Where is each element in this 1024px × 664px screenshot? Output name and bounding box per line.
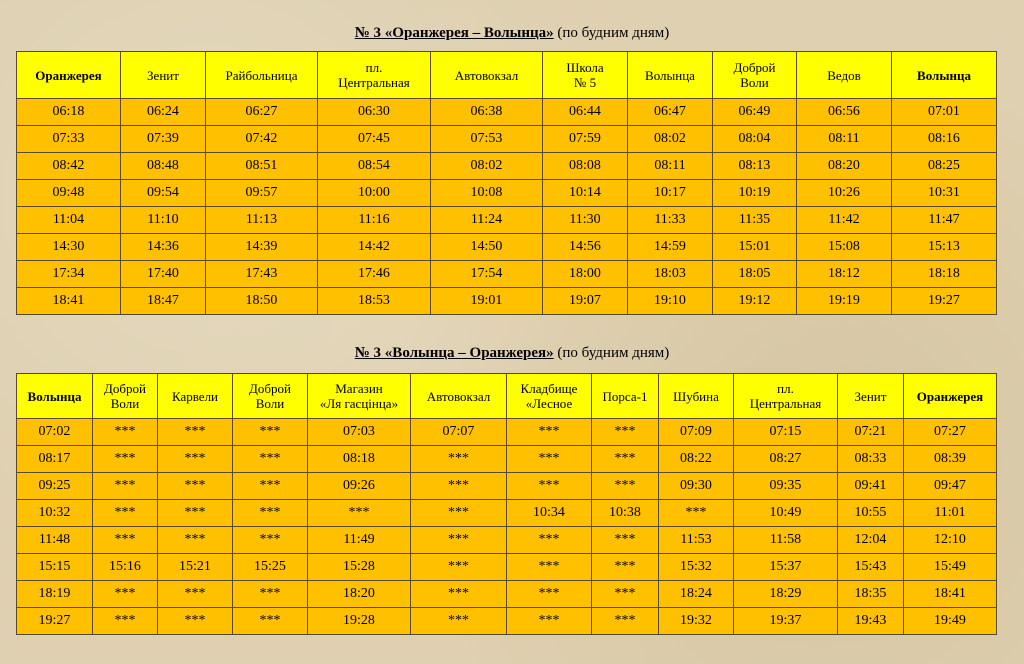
time-cell: 08:22 (659, 446, 734, 473)
table-row (17, 180, 997, 207)
time-cell: 08:02 (628, 126, 713, 153)
time-cell: 07:21 (838, 419, 904, 446)
schedule1-title (0, 24, 1024, 42)
time-cell: 09:48 (17, 180, 121, 207)
time-cell: 18:03 (628, 261, 713, 288)
table-row (17, 207, 997, 234)
time-cell: 09:41 (838, 473, 904, 500)
header-cell: Оранжерея (17, 52, 121, 99)
header-cell: Порса-1 (592, 374, 659, 419)
time-cell: 14:30 (17, 234, 121, 261)
time-cell: 07:15 (734, 419, 838, 446)
time-cell: *** (93, 527, 158, 554)
schedule1-header-row (17, 52, 997, 99)
schedule2-header-row (17, 374, 997, 419)
time-cell: 06:24 (121, 99, 206, 126)
time-cell: 18:20 (308, 581, 411, 608)
header-cell: пл. Центральная (734, 374, 838, 419)
table-row (17, 419, 997, 446)
time-cell: 15:13 (892, 234, 997, 261)
time-cell: 18:41 (17, 288, 121, 315)
time-cell: 17:54 (431, 261, 543, 288)
time-cell: 15:01 (713, 234, 797, 261)
time-cell: 09:30 (659, 473, 734, 500)
time-cell: 11:33 (628, 207, 713, 234)
time-cell: 07:01 (892, 99, 997, 126)
time-cell: 11:04 (17, 207, 121, 234)
time-cell: 17:34 (17, 261, 121, 288)
time-cell: 09:54 (121, 180, 206, 207)
header-cell: Кладбище «Лесное (507, 374, 592, 419)
time-cell: 07:39 (121, 126, 206, 153)
time-cell: 17:40 (121, 261, 206, 288)
table-row (17, 608, 997, 635)
time-cell: 08:16 (892, 126, 997, 153)
time-cell: 08:17 (17, 446, 93, 473)
time-cell: 15:32 (659, 554, 734, 581)
table-row (17, 446, 997, 473)
time-cell: 08:08 (543, 153, 628, 180)
table-row (17, 153, 997, 180)
header-cell: Волынца (628, 52, 713, 99)
schedule2-route: № 3 «Волынца – Оранжерея» (354, 345, 554, 361)
time-cell: 08:42 (17, 153, 121, 180)
time-cell: 18:12 (797, 261, 892, 288)
time-cell: 14:36 (121, 234, 206, 261)
time-cell: 17:46 (318, 261, 431, 288)
header-cell: Карвели (158, 374, 233, 419)
time-cell: 18:18 (892, 261, 997, 288)
time-cell: *** (507, 554, 592, 581)
header-cell: Зенит (121, 52, 206, 99)
schedule2-title (0, 344, 1024, 362)
time-cell: 08:39 (904, 446, 997, 473)
schedule1-table (16, 51, 997, 315)
table-row (17, 261, 997, 288)
time-cell: *** (507, 608, 592, 635)
time-cell: 15:49 (904, 554, 997, 581)
time-cell: 08:11 (797, 126, 892, 153)
time-cell: 19:49 (904, 608, 997, 635)
time-cell: 14:50 (431, 234, 543, 261)
time-cell: *** (158, 608, 233, 635)
time-cell: 06:44 (543, 99, 628, 126)
time-cell: 11:58 (734, 527, 838, 554)
table-row (17, 234, 997, 261)
time-cell: 10:17 (628, 180, 713, 207)
time-cell: 08:11 (628, 153, 713, 180)
time-cell: *** (233, 608, 308, 635)
time-cell: 08:25 (892, 153, 997, 180)
time-cell: 19:43 (838, 608, 904, 635)
time-cell: 08:54 (318, 153, 431, 180)
time-cell: *** (411, 581, 507, 608)
time-cell: 07:59 (543, 126, 628, 153)
time-cell: 18:05 (713, 261, 797, 288)
time-cell: *** (411, 527, 507, 554)
time-cell: *** (233, 500, 308, 527)
time-cell: 08:33 (838, 446, 904, 473)
time-cell: 11:49 (308, 527, 411, 554)
time-cell: 18:50 (206, 288, 318, 315)
header-cell: Доброй Воли (233, 374, 308, 419)
time-cell: 11:13 (206, 207, 318, 234)
header-cell: Райбольница (206, 52, 318, 99)
time-cell: 11:01 (904, 500, 997, 527)
schedule2-table (16, 373, 997, 635)
time-cell: *** (507, 527, 592, 554)
header-cell: Шубина (659, 374, 734, 419)
time-cell: 07:09 (659, 419, 734, 446)
time-cell: *** (233, 419, 308, 446)
time-cell: 07:02 (17, 419, 93, 446)
time-cell: *** (233, 527, 308, 554)
header-cell: Доброй Воли (713, 52, 797, 99)
time-cell: *** (507, 419, 592, 446)
time-cell: *** (411, 554, 507, 581)
time-cell: *** (507, 473, 592, 500)
time-cell: 08:20 (797, 153, 892, 180)
time-cell: *** (507, 581, 592, 608)
time-cell: 15:37 (734, 554, 838, 581)
time-cell: *** (411, 500, 507, 527)
time-cell: 10:49 (734, 500, 838, 527)
time-cell: 10:32 (17, 500, 93, 527)
time-cell: 19:19 (797, 288, 892, 315)
time-cell: *** (158, 581, 233, 608)
time-cell: 11:53 (659, 527, 734, 554)
header-cell: Волынца (892, 52, 997, 99)
time-cell: *** (158, 527, 233, 554)
header-cell: Автовокзал (431, 52, 543, 99)
time-cell: 09:26 (308, 473, 411, 500)
time-cell: *** (158, 419, 233, 446)
time-cell: *** (592, 446, 659, 473)
time-cell: 10:34 (507, 500, 592, 527)
time-cell: 11:10 (121, 207, 206, 234)
time-cell: 15:16 (93, 554, 158, 581)
schedule1-route: № 3 «Оранжерея – Волынца» (354, 25, 554, 41)
time-cell: *** (411, 473, 507, 500)
time-cell: 08:18 (308, 446, 411, 473)
time-cell: *** (592, 581, 659, 608)
time-cell: 08:13 (713, 153, 797, 180)
time-cell: 18:19 (17, 581, 93, 608)
time-cell: 18:41 (904, 581, 997, 608)
time-cell: 06:56 (797, 99, 892, 126)
schedule1-note: (по будним дням) (557, 25, 670, 41)
time-cell: *** (93, 500, 158, 527)
time-cell: 08:04 (713, 126, 797, 153)
time-cell: *** (93, 419, 158, 446)
header-cell: Оранжерея (904, 374, 997, 419)
time-cell: *** (592, 608, 659, 635)
table-row (17, 500, 997, 527)
time-cell: *** (93, 581, 158, 608)
time-cell: 11:16 (318, 207, 431, 234)
time-cell: 11:47 (892, 207, 997, 234)
time-cell: 07:53 (431, 126, 543, 153)
time-cell: 09:57 (206, 180, 318, 207)
time-cell: 11:35 (713, 207, 797, 234)
header-cell: Школа № 5 (543, 52, 628, 99)
time-cell: 10:55 (838, 500, 904, 527)
time-cell: 15:43 (838, 554, 904, 581)
time-cell: 06:27 (206, 99, 318, 126)
time-cell: 18:53 (318, 288, 431, 315)
time-cell: 19:01 (431, 288, 543, 315)
time-cell: 08:48 (121, 153, 206, 180)
time-cell: 15:21 (158, 554, 233, 581)
time-cell: 10:38 (592, 500, 659, 527)
time-cell: 15:25 (233, 554, 308, 581)
time-cell: 11:24 (431, 207, 543, 234)
time-cell: 11:42 (797, 207, 892, 234)
time-cell: 10:26 (797, 180, 892, 207)
table-row (17, 473, 997, 500)
time-cell: 19:37 (734, 608, 838, 635)
header-cell: Доброй Воли (93, 374, 158, 419)
time-cell: 17:43 (206, 261, 318, 288)
time-cell: 11:48 (17, 527, 93, 554)
time-cell: 19:27 (17, 608, 93, 635)
time-cell: *** (158, 446, 233, 473)
time-cell: 10:00 (318, 180, 431, 207)
time-cell: 08:02 (431, 153, 543, 180)
time-cell: *** (93, 608, 158, 635)
time-cell: 10:31 (892, 180, 997, 207)
time-cell: 15:28 (308, 554, 411, 581)
header-cell: пл. Центральная (318, 52, 431, 99)
time-cell: 06:30 (318, 99, 431, 126)
header-cell: Магазин «Ля гасцінца» (308, 374, 411, 419)
table-row (17, 527, 997, 554)
table-row (17, 554, 997, 581)
time-cell: *** (233, 473, 308, 500)
time-cell: 07:33 (17, 126, 121, 153)
time-cell: *** (592, 419, 659, 446)
time-cell: 19:32 (659, 608, 734, 635)
time-cell: 07:42 (206, 126, 318, 153)
time-cell: 15:15 (17, 554, 93, 581)
time-cell: 19:07 (543, 288, 628, 315)
time-cell: *** (592, 554, 659, 581)
time-cell: 12:04 (838, 527, 904, 554)
time-cell: *** (308, 500, 411, 527)
time-cell: *** (411, 608, 507, 635)
time-cell: 09:25 (17, 473, 93, 500)
time-cell: 14:56 (543, 234, 628, 261)
table-row (17, 126, 997, 153)
header-cell: Волынца (17, 374, 93, 419)
table-row (17, 581, 997, 608)
time-cell: *** (233, 446, 308, 473)
time-cell: *** (93, 473, 158, 500)
time-cell: 10:19 (713, 180, 797, 207)
time-cell: 14:59 (628, 234, 713, 261)
time-cell: 10:08 (431, 180, 543, 207)
time-cell: 10:14 (543, 180, 628, 207)
time-cell: *** (233, 581, 308, 608)
time-cell: 08:51 (206, 153, 318, 180)
time-cell: *** (411, 446, 507, 473)
time-cell: *** (93, 446, 158, 473)
time-cell: *** (592, 473, 659, 500)
time-cell: 07:03 (308, 419, 411, 446)
time-cell: 15:08 (797, 234, 892, 261)
time-cell: *** (158, 500, 233, 527)
time-cell: *** (507, 446, 592, 473)
header-cell: Автовокзал (411, 374, 507, 419)
time-cell: *** (659, 500, 734, 527)
time-cell: 18:24 (659, 581, 734, 608)
time-cell: 19:10 (628, 288, 713, 315)
time-cell: 06:47 (628, 99, 713, 126)
time-cell: 07:07 (411, 419, 507, 446)
time-cell: 09:47 (904, 473, 997, 500)
time-cell: 09:35 (734, 473, 838, 500)
time-cell: 07:27 (904, 419, 997, 446)
time-cell: 06:18 (17, 99, 121, 126)
time-cell: 14:42 (318, 234, 431, 261)
time-cell: 18:35 (838, 581, 904, 608)
time-cell: 18:29 (734, 581, 838, 608)
time-cell: 08:27 (734, 446, 838, 473)
time-cell: 19:27 (892, 288, 997, 315)
time-cell: 19:12 (713, 288, 797, 315)
table-row (17, 288, 997, 315)
table-row (17, 99, 997, 126)
time-cell: 12:10 (904, 527, 997, 554)
time-cell: 06:38 (431, 99, 543, 126)
time-cell: *** (592, 527, 659, 554)
time-cell: 18:47 (121, 288, 206, 315)
time-cell: 14:39 (206, 234, 318, 261)
header-cell: Ведов (797, 52, 892, 99)
time-cell: 18:00 (543, 261, 628, 288)
time-cell: 19:28 (308, 608, 411, 635)
time-cell: 07:45 (318, 126, 431, 153)
time-cell: *** (158, 473, 233, 500)
header-cell: Зенит (838, 374, 904, 419)
time-cell: 11:30 (543, 207, 628, 234)
schedule2-note: (по будним дням) (557, 345, 670, 361)
time-cell: 06:49 (713, 99, 797, 126)
